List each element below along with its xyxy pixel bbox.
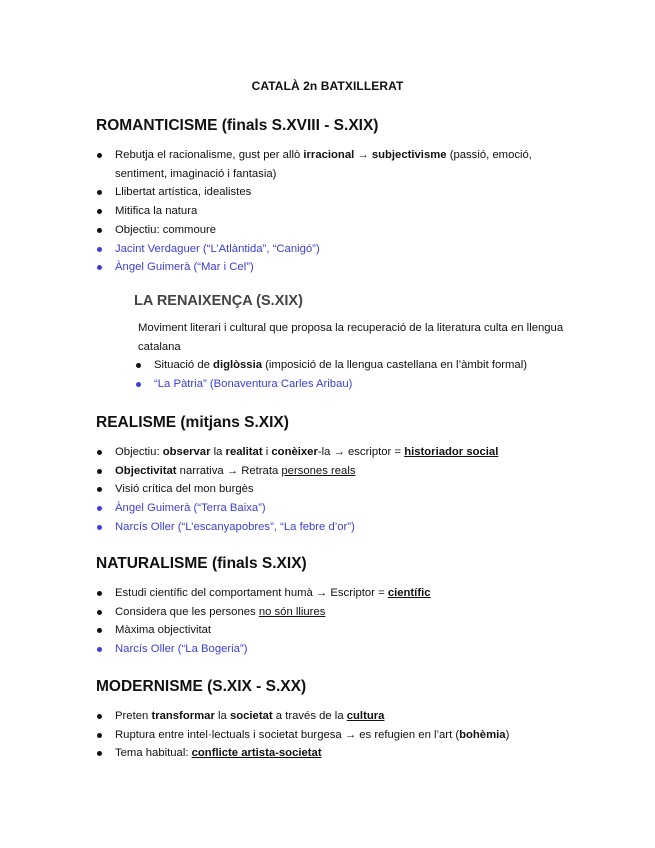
author-item: “La Pàtria” (Bonaventura Carles Aribau) <box>135 375 574 394</box>
text: la <box>214 710 230 722</box>
bold-text: conèixer <box>271 446 318 458</box>
heading-renaixenca: LA RENAIXENÇA (S.XIX) <box>134 293 303 309</box>
realisme-list <box>96 443 566 537</box>
bold-text: societat <box>229 710 273 722</box>
text: Tema habitual: <box>115 747 192 760</box>
heading-romanticisme: ROMANTICISME (finals S.XVIII - S.XIX) <box>96 117 379 134</box>
list-item: Mitifica la natura <box>96 202 566 221</box>
renaixenca-list <box>134 356 574 393</box>
underlined-bold-text: conflicte artista-societat <box>191 747 322 760</box>
text: -la → escriptor = <box>317 446 405 458</box>
bold-text: irracional <box>303 149 355 161</box>
list-item <box>96 146 566 183</box>
text: narrativa → Retrata <box>176 464 282 477</box>
bold-text: Objectivitat <box>115 464 177 477</box>
text: (passió, emoció, sentiment, imaginació i fantasia) <box>115 149 532 180</box>
section-romanticisme <box>96 116 566 277</box>
text: i <box>262 446 272 458</box>
author-item: Àngel Guimerà (“Terra Baixa”) <box>96 499 566 518</box>
text: → <box>354 149 372 161</box>
renaixenca-description: Moviment literari i cultural que proposa la recuperació de la literatura culta en llengua catalana <box>138 322 564 353</box>
text: Objectiu: <box>115 446 163 458</box>
bold-text: bohèmia <box>459 728 506 741</box>
section-renaixenca <box>134 292 574 394</box>
text: Considera que les persones <box>115 605 259 618</box>
text: Situació de <box>154 359 214 372</box>
bold-text: transformar <box>151 710 215 722</box>
author-item: Jacint Verdaguer (“L’Atlàntida”, “Canigó”) <box>96 240 566 259</box>
bold-text: subjectivisme <box>371 149 447 161</box>
underlined-bold-text: científic <box>387 587 431 599</box>
list-item: Visió crítica del mon burgès <box>96 480 566 499</box>
underlined-text: persones reals <box>281 464 356 477</box>
list-item: Objectiu: commoure <box>96 221 566 240</box>
text: la <box>210 446 226 458</box>
text: ) <box>505 728 510 741</box>
heading-naturalisme: NATURALISME (finals S.XIX) <box>96 555 307 572</box>
text: Ruptura entre intel·lectuals i societat burgesa → es refugien en l’art ( <box>115 728 460 741</box>
romanticisme-list <box>96 146 566 277</box>
list-item <box>96 584 566 603</box>
list-item <box>96 726 566 745</box>
bold-text: observar <box>162 446 211 458</box>
list-item <box>96 603 566 622</box>
text: Rebutja el racionalisme, gust per allò <box>115 149 304 161</box>
underlined-bold-text: cultura <box>346 710 385 722</box>
bold-text: realitat <box>225 446 263 458</box>
list-item <box>96 443 566 462</box>
list-item <box>96 462 566 481</box>
list-item: Màxima objectivitat <box>96 621 566 640</box>
text: (imposició de la llengua castellana en l’àmbit formal) <box>262 359 527 372</box>
author-item: Àngel Guimerà (“Mar i Cel”) <box>96 258 566 277</box>
underlined-text: no són lliures <box>258 605 326 618</box>
section-realisme <box>96 413 566 537</box>
list-item <box>96 744 566 763</box>
text: a través de la <box>272 710 347 722</box>
list-item <box>135 356 574 375</box>
heading-realisme: REALISME (mitjans S.XIX) <box>96 414 289 431</box>
underlined-bold-text: historiador social <box>404 446 499 458</box>
section-modernisme <box>96 677 566 763</box>
text: Estudi científic del comportament humà → Escriptor = <box>115 587 388 599</box>
heading-modernisme: MODERNISME (S.XIX - S.XX) <box>96 678 307 695</box>
author-item: Narcís Oller (“L’escanyapobres”, “La febre d’or”) <box>96 518 566 537</box>
list-item <box>96 707 566 726</box>
document-title: CATALÀ 2n BATXILLERAT <box>251 79 404 93</box>
list-item: Llibertat artística, idealistes <box>96 183 566 202</box>
modernisme-list <box>96 707 566 763</box>
author-item: Narcís Oller (“La Bogeria”) <box>96 640 566 659</box>
section-naturalisme <box>96 554 566 659</box>
naturalisme-list <box>96 584 566 659</box>
text: Preten <box>115 710 152 722</box>
bold-text: diglòssia <box>213 359 263 372</box>
